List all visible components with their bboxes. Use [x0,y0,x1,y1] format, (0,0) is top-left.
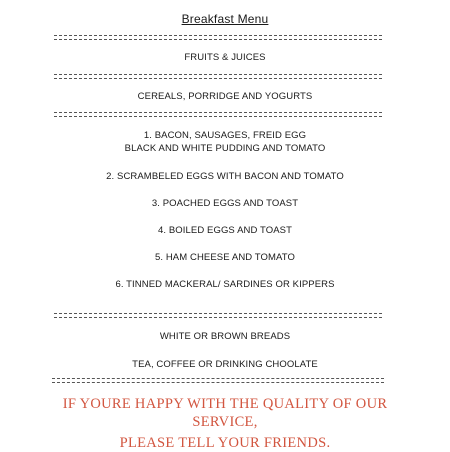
separator-line [54,112,382,117]
separator-line [54,35,382,40]
menu-item-3: 3. POACHED EGGS AND TOAST [151,198,299,209]
menu-title: Breakfast Menu [181,12,269,26]
separator-line [52,378,384,383]
extra-breads: WHITE OR BROWN BREADS [159,331,291,342]
footer-line-3: PLEASE TELL YOUR FRIENDS. [119,435,331,451]
menu-item-2: 2. SCRAMBELED EGGS WITH BACON AND TOMATO [106,171,344,182]
section-cereals: CEREALS, PORRIDGE AND YOGURTS [137,91,313,102]
separator-line [54,74,382,79]
footer-line-1: IF YOURE HAPPY WITH THE QUALITY OF OUR [62,396,388,412]
menu-item-4: 4. BOILED EGGS AND TOAST [157,225,293,236]
extra-drinks: TEA, COFFEE OR DRINKING CHOOLATE [132,359,318,370]
section-fruits-juices: FRUITS & JUICES [184,52,266,63]
footer-line-2: SERVICE, [192,414,258,430]
menu-item-6: 6. TINNED MACKERAL/ SARDINES OR KIPPERS [115,279,335,290]
separator-line [54,313,382,318]
menu-item-1-line-1: 1. BACON, SAUSAGES, FREID EGG [143,130,307,141]
menu-item-5: 5. HAM CHEESE AND TOMATO [154,252,295,263]
menu-item-1-line-2: BLACK AND WHITE PUDDING AND TOMATO [124,143,326,154]
